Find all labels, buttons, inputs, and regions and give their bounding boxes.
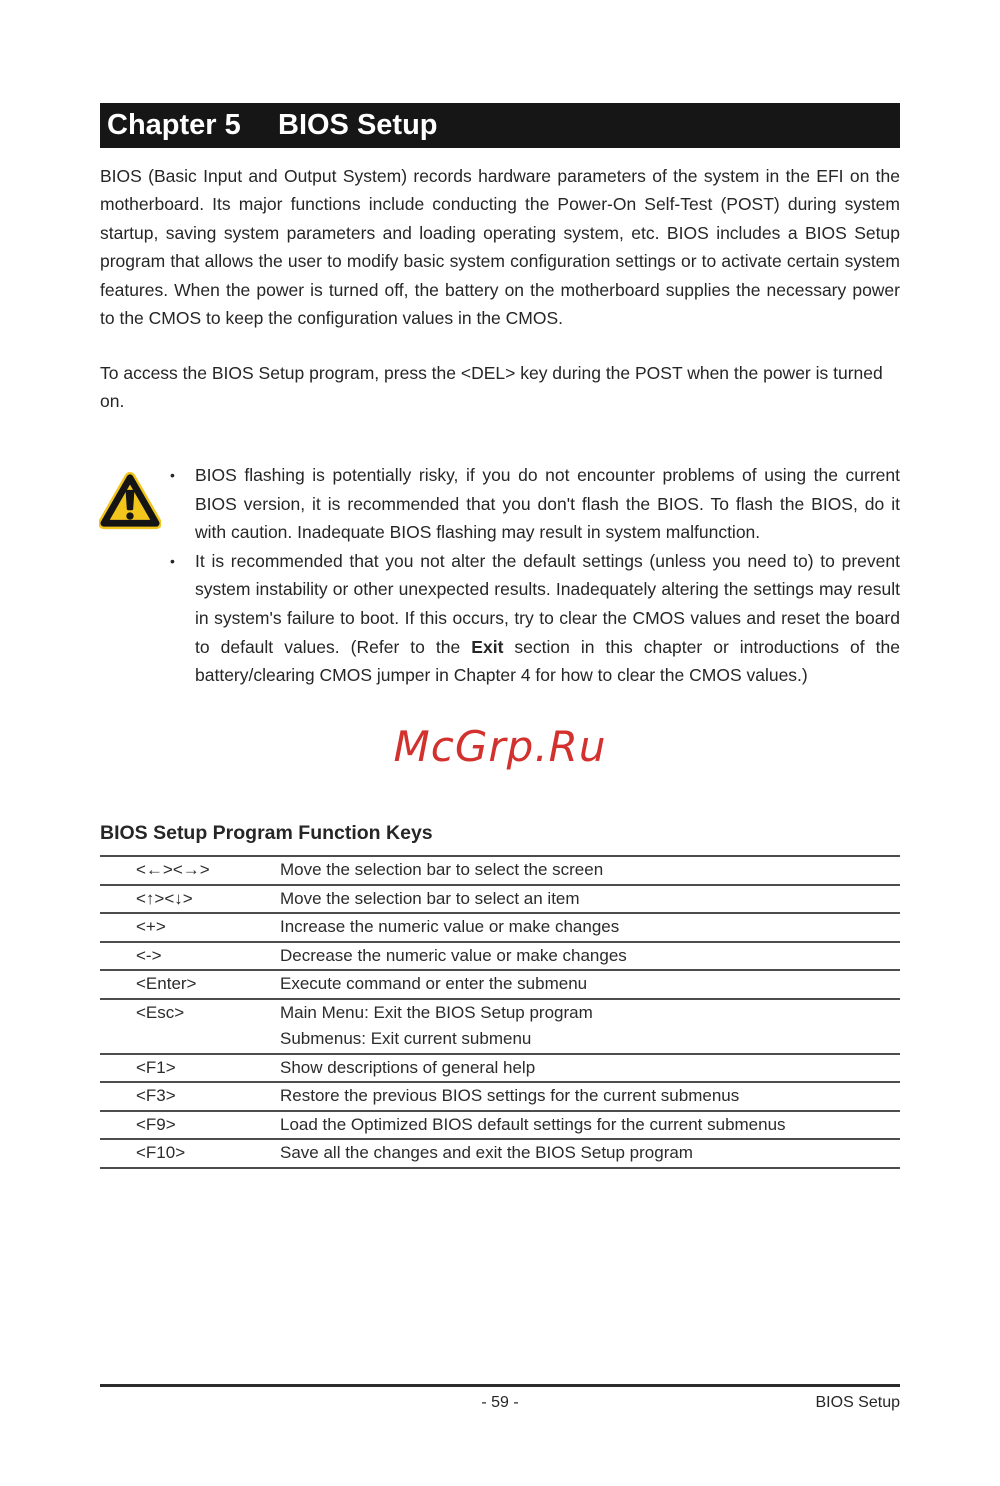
key-cell: <Enter>	[136, 974, 197, 993]
table-row	[100, 1053, 900, 1082]
function-keys-heading: BIOS Setup Program Function Keys	[100, 822, 433, 844]
key-cell: <F9>	[136, 1114, 176, 1134]
description-cell	[280, 1000, 900, 1053]
footer-rule	[100, 1384, 900, 1387]
description-cell: Move the selection bar to select an item	[280, 888, 580, 908]
table-row-esc	[100, 998, 900, 1053]
bullet-2-pre: It is recommended that you not alter the default settings (unless you need to) to prevent system instability or other unexpected results. Inadequately altering the settings may result in system's failure to boot. If this occurs, try to clear the CMOS values and reset the board to default values. (Refer to the	[195, 550, 900, 657]
key-cell: <←><→>	[136, 860, 210, 879]
bullet-marker: •	[170, 467, 175, 483]
table-row	[100, 884, 900, 913]
chapter-title: BIOS Setup	[278, 109, 438, 141]
key-cell: <F10>	[136, 1143, 186, 1162]
table-row	[100, 912, 900, 941]
bullet-2-post: section in this chapter or introductions of the battery/clearing CMOS jumper in Chapter 4 for how to clear the CMOS values.)	[195, 636, 900, 686]
intro-paragraph: BIOS (Basic Input and Output System) records hardware parameters of the system in the EFI on the motherboard. Its major functions include conducting the Power-On Self-Test (POST) during system startup, saving system parameters and loading operating system, etc. BIOS includes a BIOS Setup program that allows the user to modify basic system configuration settings or to activate certain system features. When the power is turned off, the battery on the motherboard supplies the necessary power to the CMOS to keep the configuration values in the CMOS.	[100, 166, 900, 329]
page-number: - 59 -	[481, 1394, 519, 1411]
esc-description-line-1: Main Menu: Exit the BIOS Setup program	[280, 1002, 593, 1022]
warning-bullet-1-text: BIOS flashing is potentially risky, if you do not encounter problems of using the current BIOS version, it is recommended that you don't flash the BIOS. To flash the BIOS, do it with caution. Inadequate BIOS flashing may result in system malfunction.	[195, 465, 900, 543]
description-cell: Restore the previous BIOS settings for the current submenus	[280, 1086, 740, 1105]
access-note-paragraph: To access the BIOS Setup program, press the <DEL> key during the POST when the power is turned on.	[100, 363, 883, 412]
function-keys-table	[100, 855, 900, 1169]
table-row	[100, 1138, 900, 1167]
description-cell: Save all the changes and exit the BIOS Setup program	[280, 1143, 693, 1162]
description-cell: Decrease the numeric value or make changes	[280, 945, 627, 965]
key-cell: <Esc>	[136, 1002, 185, 1022]
key-cell: <F3>	[136, 1086, 176, 1105]
chapter-header-bar	[100, 103, 900, 148]
description-cell: Show descriptions of general help	[280, 1057, 536, 1077]
key-cell: <->	[136, 945, 162, 965]
table-row	[100, 1081, 900, 1110]
description-cell: Execute command or enter the submenu	[280, 974, 588, 993]
watermark-text: McGrp.Ru	[393, 722, 607, 771]
esc-description-line-2: Submenus: Exit current submenu	[280, 1029, 532, 1048]
warning-triangle-icon	[99, 471, 161, 531]
table-row	[100, 969, 900, 998]
footer-section-label: BIOS Setup	[815, 1394, 900, 1411]
table-row	[100, 941, 900, 970]
table-row	[100, 855, 900, 884]
bullet-marker: •	[170, 552, 175, 569]
key-cell: <+>	[136, 917, 166, 936]
key-cell: <↑><↓>	[136, 888, 193, 908]
table-row	[100, 1110, 900, 1139]
warning-bullet-list	[170, 461, 900, 690]
warning-bullet-1	[170, 461, 900, 547]
key-cell: <F1>	[136, 1057, 176, 1077]
bullet-2-exit-keyword: Exit	[471, 636, 504, 657]
description-cell: Move the selection bar to select the screen	[280, 860, 604, 879]
description-cell: Increase the numeric value or make changes	[280, 917, 620, 936]
warning-bullet-2-text	[195, 547, 900, 690]
description-cell: Load the Optimized BIOS default settings for the current submenus	[280, 1114, 786, 1134]
warning-bullet-2	[170, 547, 900, 690]
page-footer	[100, 1391, 900, 1415]
chapter-number: Chapter 5	[107, 109, 241, 141]
